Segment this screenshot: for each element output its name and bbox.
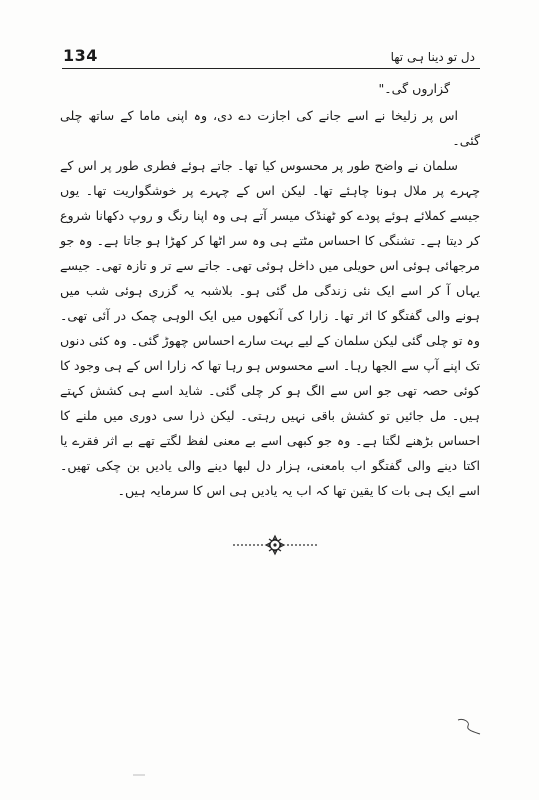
pen-mark xyxy=(456,716,482,736)
paragraph-2: سلمان نے واضح طور پر محسوس کیا تھا۔ جاتے ہوئے فطری طور پر اس کے چہرے پر ملال ہونا چاہئے تھا۔ لیکن اس کے چہرے پر خوشگواریت تھا۔ یوں جیسے کملائے ہوئے پودے کو ٹھنڈک میسر آتے ہی وہ اپنا رنگ و روپ دکھانا شروع کر دیتا ہے۔ تشنگی کا احساس مٹتے ہی وہ سر اٹھا کر کھڑا ہو جاتا ہے۔ وہ جو مرجھائی ہوئی اس حویلی میں داخل ہوئی تھی۔ جاتے سے تر و تازہ تھی۔ جیسے یہاں آ کر اسے ایک نئی زندگی مل گئی ہو۔ بلاشبہ یہ گزری ہوئی شب میں ہونے والی گفتگو کا اثر تھا۔ زارا کی آنکھوں میں ایک الوہی چمک در آئی تھی۔ وہ تو چلی گئی لیکن سلمان کے لیے بہت سارے احساس چھوڑ گئی۔ وہ کئی دنوں تک اپنے آپ سے الجھا رہا۔ اسے محسوس ہو رہا تھا کہ زارا اس کے ہی وجود کا کوئی حصہ تھی جو اس سے الگ ہو کر چلی گئی۔ شاید اسے ہی کشش کہتے ہیں۔ مل جائیں تو کشش باقی نہیں رہتی۔ لیکن ذرا سی دوری میں ملنے کا احساس بڑھنے لگتا ہے۔ وہ جو کبھی اسے بے معنی لفظ لگتے تھے بے اثر فقرے یا اکتا دینے والی گفتگو اب بامعنی، ہزار دل لبھا دینے والی یادیں بن چکی تھیں۔ اسے ایک ہی بات کا یقین تھا کہ اب یہ یادیں ہی اس کا سرمایہ ہیں۔ xyxy=(60,158,480,498)
header-rule xyxy=(62,68,480,69)
print-speck xyxy=(132,772,146,778)
paragraph-1: اس پر زلیخا نے اسے جانے کی اجازت دے دی، وہ اپنی ماما کے ساتھ چلی گئی۔ xyxy=(60,108,480,148)
running-title: دل تو دینا ہی تھا xyxy=(390,50,475,64)
body-text xyxy=(60,76,480,503)
floral-divider-icon xyxy=(230,534,320,556)
page-number: 134 xyxy=(63,46,98,65)
quote-line: گزاروں گی۔" xyxy=(378,81,450,96)
